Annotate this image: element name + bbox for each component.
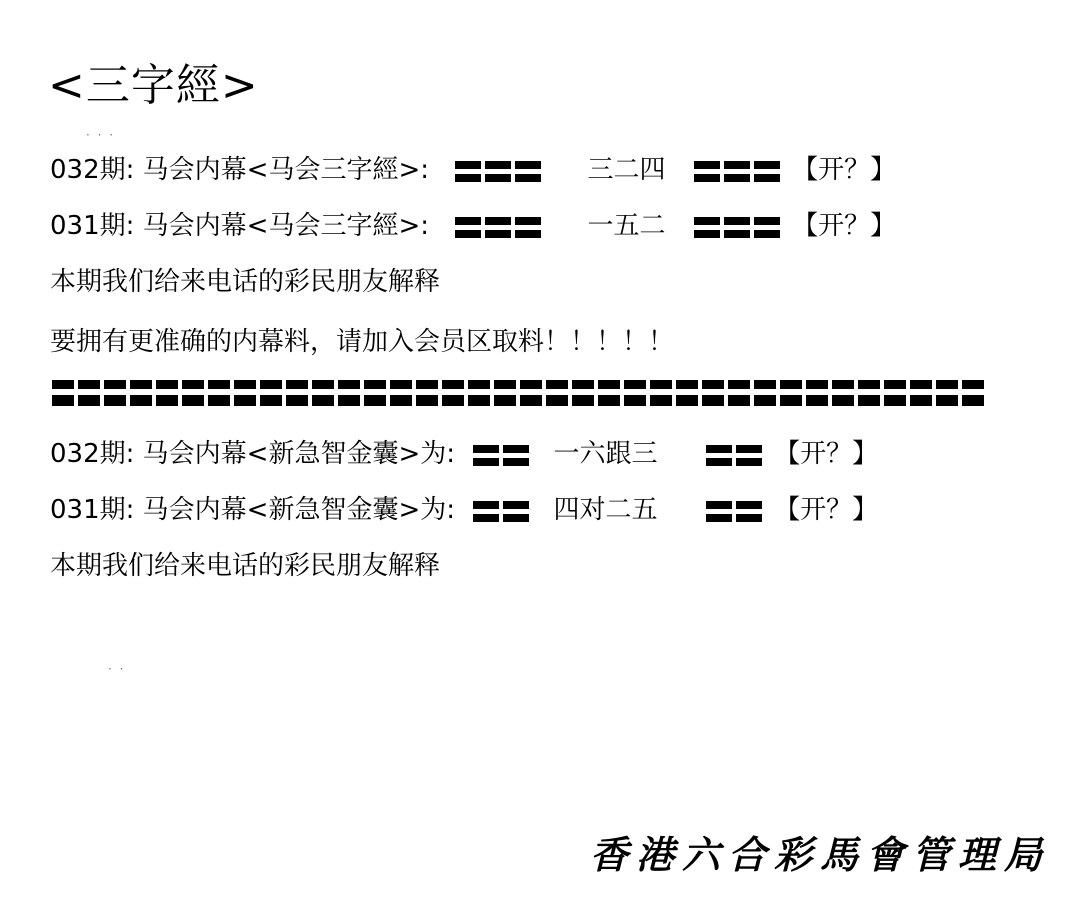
divider-bar: [286, 380, 308, 406]
divider-bar: [182, 380, 204, 406]
divider-bar: [416, 380, 438, 406]
scan-speck: · ·: [108, 662, 126, 676]
entry-label: : 马会内幕<新急智金囊>为:: [125, 495, 455, 525]
divider-bar: [884, 380, 906, 406]
page-title: <三字經>: [48, 60, 259, 111]
bar-divider: [52, 380, 988, 406]
divider-bar: [156, 380, 178, 406]
divider-bar: [468, 380, 490, 406]
entry-label: : 马会内幕<马会三字經>:: [125, 211, 429, 241]
entry-label: : 马会内幕<新急智金囊>为:: [125, 439, 455, 469]
bar-block-left: [473, 491, 533, 531]
divider-bar: [520, 380, 542, 406]
divider-bar: [442, 380, 464, 406]
entry-row-032-sanzijing: [50, 150, 896, 191]
divider-bar: [52, 380, 74, 406]
footer-signature: 香港六合彩馬會管理局: [589, 832, 1050, 877]
divider-bar: [572, 380, 594, 406]
entry-row-031-jinnang: [50, 490, 878, 531]
divider-bar: [962, 380, 984, 406]
entry-row-031-sanzijing: [50, 206, 896, 247]
divider-bar: [780, 380, 802, 406]
bar-block-right: [694, 151, 784, 191]
divider-bar: [832, 380, 854, 406]
result-text: 【开？】: [792, 211, 897, 241]
bar-block-right: [706, 435, 766, 475]
entry-label: : 马会内幕<马会三字經>:: [125, 155, 429, 185]
note-text: 本期我们给来电话的彩民朋友解释: [50, 267, 441, 297]
bar-block-left: [455, 151, 545, 191]
divider-bar: [338, 380, 360, 406]
divider-bar: [104, 380, 126, 406]
divider-bar: [754, 380, 776, 406]
divider-bar: [936, 380, 958, 406]
result-text: 【开？】: [792, 155, 897, 185]
divider-bar: [130, 380, 152, 406]
promo-text: 要拥有更准确的内幕料，请加入会员区取料！！！！！: [50, 327, 675, 357]
divider-bar: [676, 380, 698, 406]
bar-block-right: [706, 491, 766, 531]
scan-speck: · · ·: [86, 128, 116, 142]
answer-text: 一六跟三: [553, 439, 658, 469]
divider-bar: [364, 380, 386, 406]
divider-bar: [910, 380, 932, 406]
result-text: 【开？】: [774, 495, 879, 525]
result-text: 【开？】: [774, 439, 879, 469]
divider-bar: [234, 380, 256, 406]
divider-bar: [624, 380, 646, 406]
divider-bar: [702, 380, 724, 406]
answer-text: 四对二五: [553, 495, 658, 525]
bar-block-left: [455, 207, 545, 247]
period-label: 031期: [50, 211, 126, 241]
divider-bar: [546, 380, 568, 406]
divider-bar: [494, 380, 516, 406]
divider-bar: [598, 380, 620, 406]
divider-bar: [78, 380, 100, 406]
divider-bar: [208, 380, 230, 406]
note-text-2: 本期我们给来电话的彩民朋友解释: [50, 551, 441, 581]
period-label: 032期: [50, 155, 126, 185]
period-label: 031期: [50, 495, 126, 525]
entry-row-032-jinnang: [50, 434, 878, 475]
divider-bar: [858, 380, 880, 406]
divider-bar: [390, 380, 412, 406]
bar-block-right: [694, 207, 784, 247]
bar-block-left: [473, 435, 533, 475]
divider-bar: [312, 380, 334, 406]
answer-text: 一五二: [587, 211, 666, 241]
divider-bar: [728, 380, 750, 406]
divider-bar: [260, 380, 282, 406]
period-label: 032期: [50, 439, 126, 469]
divider-bar: [650, 380, 672, 406]
answer-text: 三二四: [587, 155, 666, 185]
divider-bar: [806, 380, 828, 406]
